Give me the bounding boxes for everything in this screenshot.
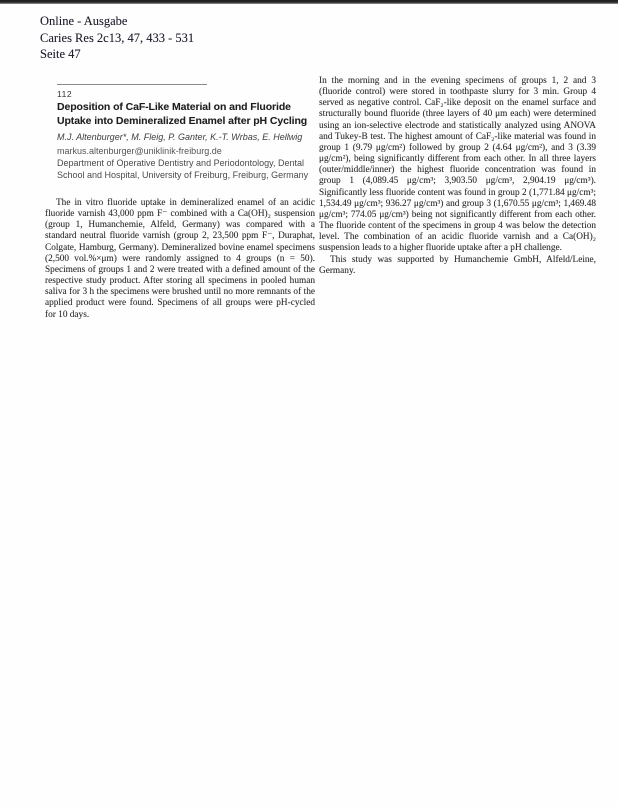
abstract-authors: M.J. Altenburger*, M. Fleig, P. Ganter, K.-T. Wrbas, E. Hellwig xyxy=(57,132,303,142)
abstract-body-right: In the morning and in the evening specimens of groups 1, 2 and 3 (fluoride control) were stored in toothpaste slurry for 3 min. Group 4 served as negative control. CaF₂-like deposit on the enamel surface and structurally bound fluoride (three layers of 40 μm each) were determined using an ion-selective electrode and statistically analyzed using ANOVA and Tukey-B test. The highest amount of CaF₂-like material was found in group 1 (9.79 μg/cm²) followed by group 2 (4.64 μg/cm²), and 3 (3.39 μg/cm²), being significantly different from each other. In all three layers (outer/middle/inner) the highest fluoride concentration was found in group 1 (4,089.45 μg/cm³; 3,903.50 μg/cm³, 2,904.19 μg/cm³). Significantly less fluoride content was found in group 2 (1,771.84 μg/cm³; 1,534.49 μg/cm³; 936.27 μg/cm³) and group 3 (1,670.55 μg/cm³; 1,469.48 μg/cm³; 774.05 μg/cm³) being not significantly different from each other. The fluoride content of the specimens in group 4 was below the detection level. The combination of an acidic fluoride varnish and a Ca(OH)₂ suspension leads to a higher fluoride uptake after a pH challenge. xyxy=(319,76,596,254)
abstract-number: 112 xyxy=(57,89,73,99)
journal-citation: Caries Res 2c13, 47, 433 - 531 xyxy=(40,30,195,45)
abstract-affiliation: Department of Operative Dentistry and Periodontology, Dental School and Hospital, University of Freiburg, Freiburg, Germany xyxy=(57,158,309,180)
scan-edge-bar xyxy=(0,0,618,4)
document-header xyxy=(40,13,194,63)
abstract-email: markus.altenburger@uniklinik-freiburg.de xyxy=(57,146,222,156)
abstract-title: Deposition of CaF-Like Material on and Fluoride Uptake into Demineralized Enamel after pH Cycling xyxy=(57,101,308,127)
abstract-left-column xyxy=(45,84,315,321)
abstract-right-column xyxy=(319,76,596,277)
page-number-label: Seite 47 xyxy=(40,47,81,61)
edition-label: Online - Ausgabe xyxy=(40,14,128,28)
abstract-top-rule xyxy=(57,84,207,85)
abstract-body-left: The in vitro fluoride uptake in demineralized enamel of an acidic fluoride varnish 43,000 ppm F⁻ combined with a Ca(OH)₂ suspension (group 1, Humanchemie, Alfeld, Germany) was compared with a standard neutral fluoride varnish (group 2, 23,500 ppm F⁻, Duraphat, Colgate, Hamburg, Germany). Demineralized bovine enamel specimens (2,500 vol.%×μm) were randomly assigned to 4 groups (n = 50). Specimens of groups 1 and 2 were treated with a defined amount of the respective study product. After storing all specimens in pooled human saliva for 3 h the specimens were brushed until no more remnants of the applied product were found. Specimens of all groups were pH-cycled for 10 days. xyxy=(45,198,315,320)
funding-note: This study was supported by Humanchemie GmbH, Alfeld/Leine, Germany. xyxy=(319,254,596,276)
